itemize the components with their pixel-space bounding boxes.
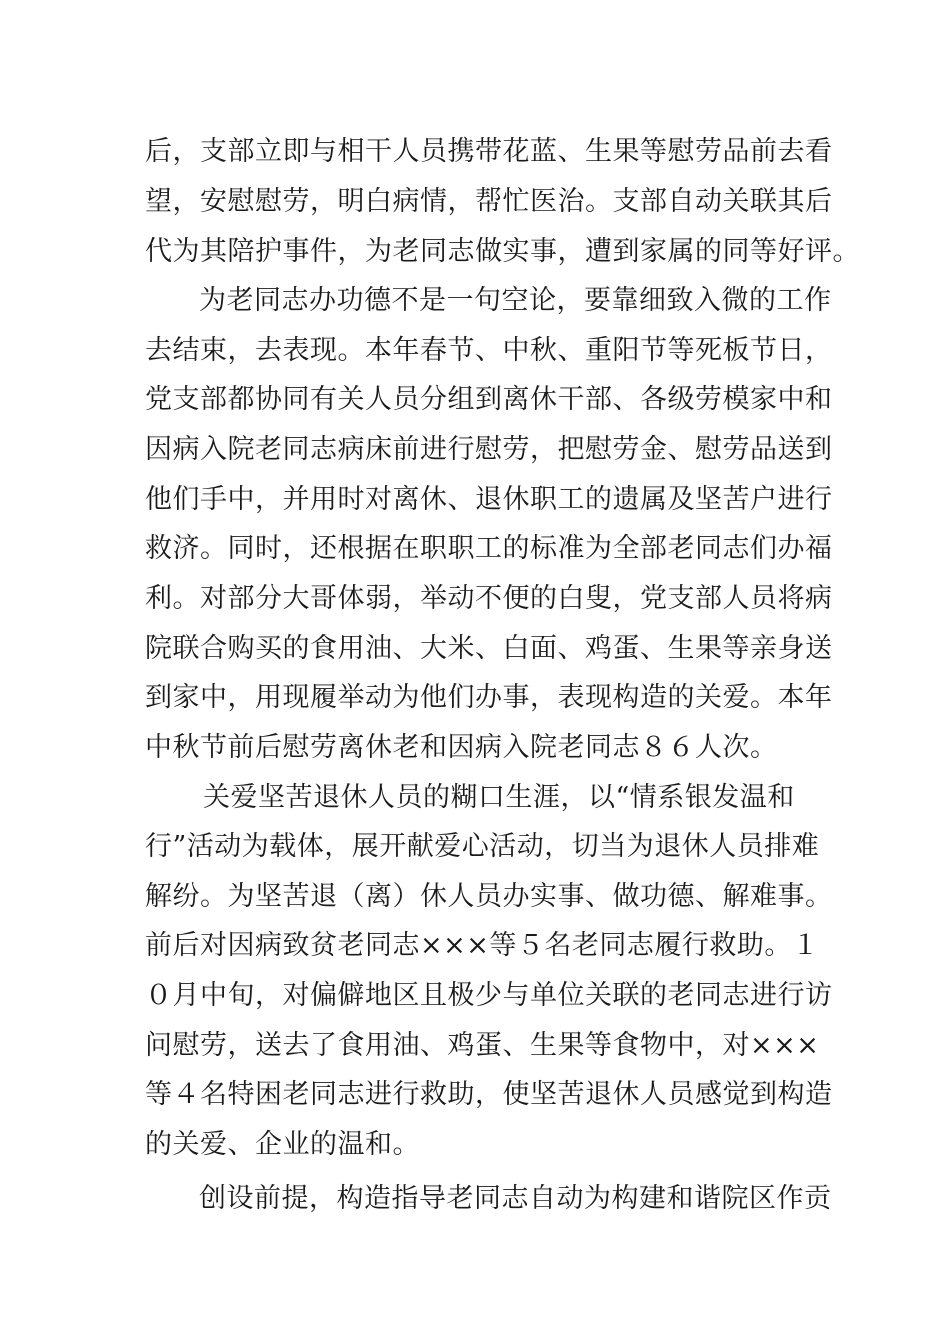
text-line: 望，安慰慰劳，明白病情，帮忙医治。支部自动关联其后 (145, 186, 833, 217)
text-line: 去结束，去表现。本年春节、中秋、重阳节等死板节日， (145, 335, 833, 366)
text-line: 党支部都协同有关人员分组到离休干部、各级劳模家中和 (145, 384, 833, 415)
text-line: 的关爱、企业的温和。 (145, 1129, 420, 1160)
text-line: 利。对部分大哥体弱，举动不便的白叟，党支部人员将病 (145, 583, 833, 614)
text-line: 院联合购买的食用油、大米、白面、鸡蛋、生果等亲身送 (145, 633, 833, 664)
text-line: 解纷。为坚苦退（离）休人员办实事、做功德、解难事。 (145, 881, 833, 912)
text-line: ０月中旬，对偏僻地区且极少与单位关联的老同志进行访 (145, 980, 833, 1011)
paragraph-first-line: 创设前提，构造指导老同志自动为构建和谐院区作贡 (199, 1183, 832, 1214)
text-line: 中秋节前后慰劳离休老和因病入院老同志８６人次。 (145, 732, 778, 763)
text-line: 问慰劳，送去了食用油、鸡蛋、生果等食物中，对××× (145, 1030, 820, 1061)
text-line: 救济。同时，还根据在职职工的标准为全部老同志们办福 (145, 533, 833, 564)
text-line: 前后对因病致贫老同志×××等５名老同志履行救助。１ (145, 930, 820, 961)
text-line: 等４名特困老同志进行救助，使坚苦退休人员感觉到构造 (145, 1079, 833, 1110)
text-line: 行”活动为载体，展开献爱心活动，切当为退休人员排难 (145, 831, 820, 862)
text-line: 后，支部立即与相干人员携带花蓝、生果等慰劳品前去看 (145, 136, 833, 167)
paragraph-first-line: 为老同志办功德不是一句空论，要靠细致入微的工作 (199, 285, 832, 316)
text-line: 到家中，用现履举动为他们办事，表现构造的关爱。本年 (145, 682, 833, 713)
text-line: 代为其陪护事件，为老同志做实事，遭到家属的同等好评。 (145, 236, 860, 267)
paragraph-first-line: 关爱坚苦退休人员的糊口生涯，以“情系银发温和 (203, 782, 795, 813)
text-line: 因病入院老同志病床前进行慰劳，把慰劳金、慰劳品送到 (145, 434, 833, 465)
text-line: 他们手中，并用时对离休、退休职工的遗属及坚苦户进行 (145, 484, 833, 515)
